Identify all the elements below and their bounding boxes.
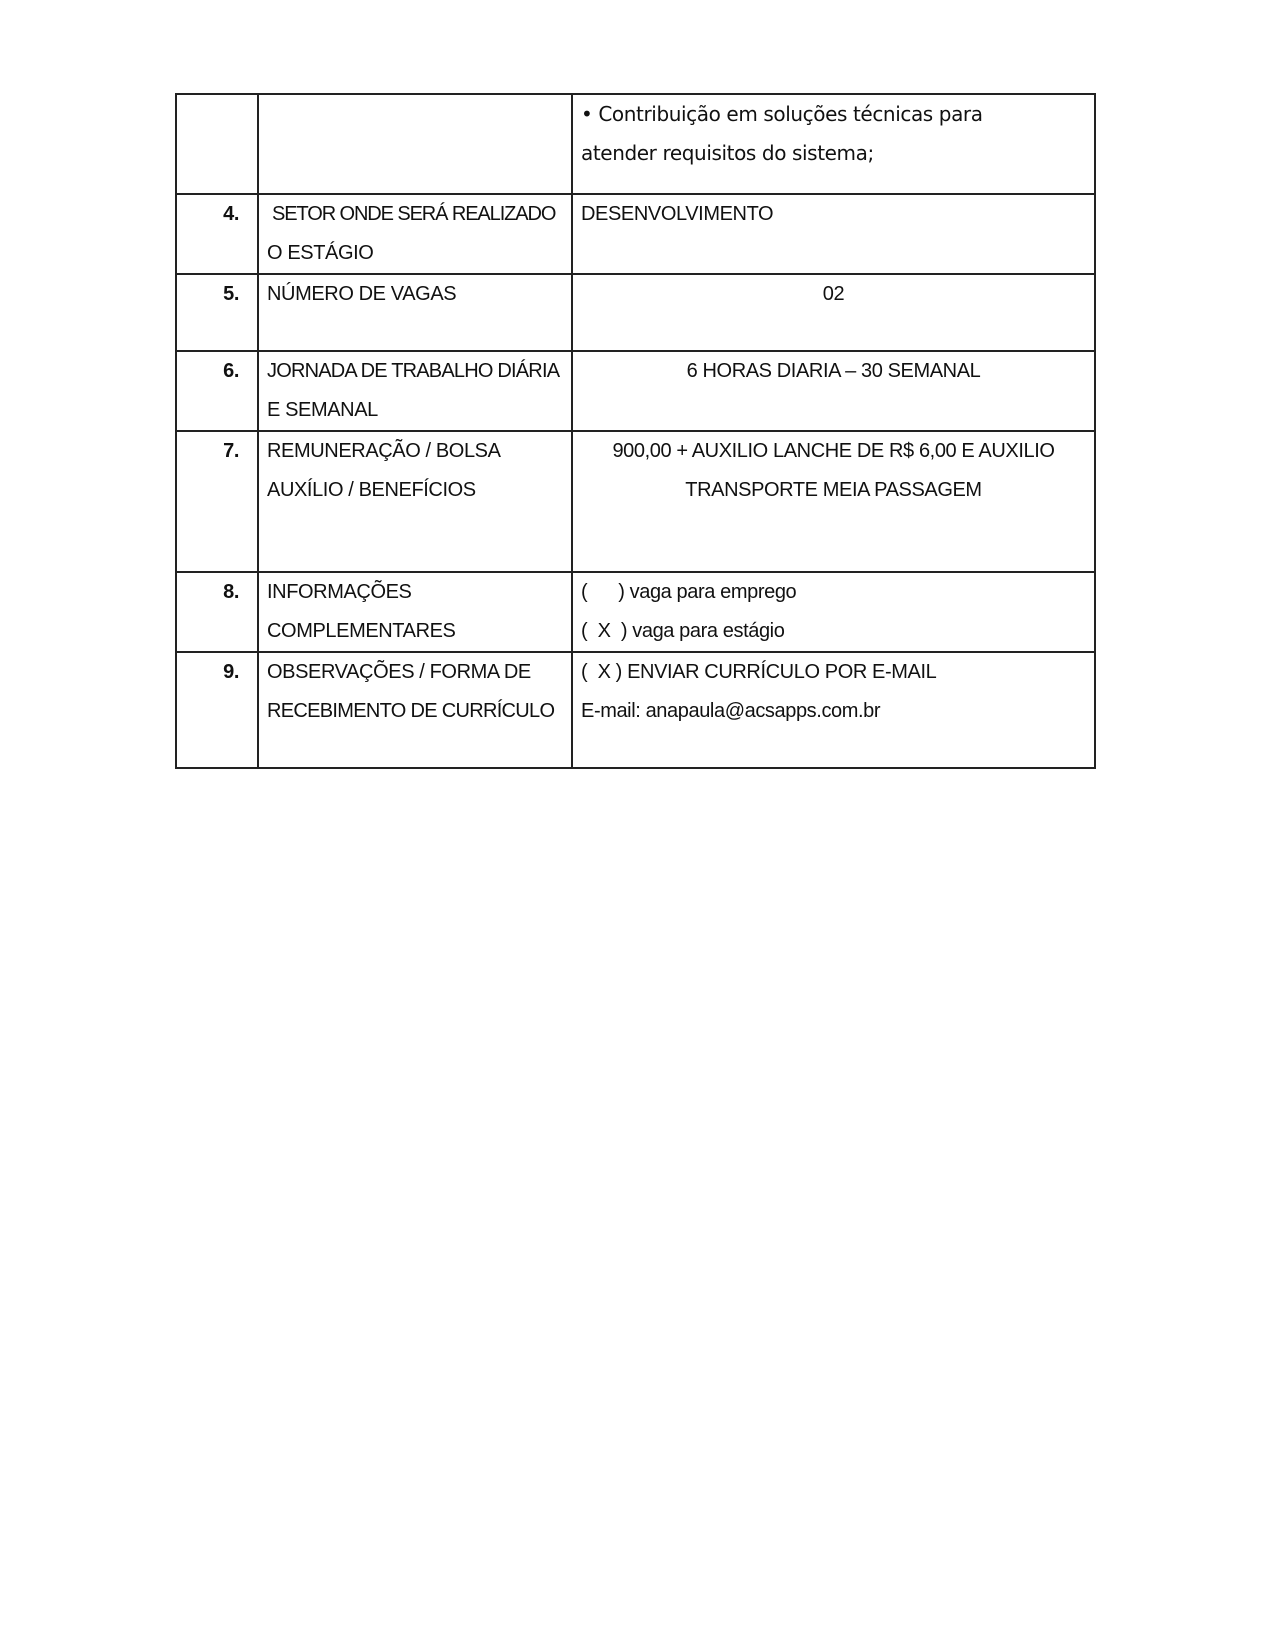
job-posting-table (175, 93, 1096, 769)
row-value-cell (572, 572, 1095, 652)
row-value-cell (572, 652, 1095, 768)
label-line: RECEBIMENTO DE CURRÍCULO (267, 700, 555, 722)
row-number-cell (176, 431, 258, 572)
row-label-cell (258, 274, 572, 351)
label-line: AUXÍLIO / BENEFÍCIOS (267, 479, 476, 501)
row-value-cell (572, 94, 1095, 194)
row-number-cell (176, 94, 258, 194)
row-number: 9. (223, 661, 239, 683)
table-row-remuneracao (176, 431, 1095, 572)
value-line: TRANSPORTE MEIA PASSAGEM (685, 479, 982, 501)
label-line: NÚMERO DE VAGAS (267, 283, 457, 305)
row-value-cell (572, 194, 1095, 274)
row-value-cell (572, 351, 1095, 431)
row-number-cell (176, 572, 258, 652)
row-label-cell (258, 572, 572, 652)
row-number-cell (176, 652, 258, 768)
row-number-cell (176, 194, 258, 274)
email-address: E-mail: anapaula@acsapps.com.br (581, 700, 881, 722)
row-label-cell (258, 652, 572, 768)
label-line: E SEMANAL (267, 399, 378, 421)
row-number-cell (176, 351, 258, 431)
table-row-setor (176, 194, 1095, 274)
row-value-cell (572, 431, 1095, 572)
row-label-cell (258, 431, 572, 572)
table-row-jornada (176, 351, 1095, 431)
value-line-bullet: • Contribuição em soluções técnicas para (581, 102, 983, 126)
row-number-cell (176, 274, 258, 351)
row-number: 8. (223, 581, 239, 603)
label-line: JORNADA DE TRABALHO DIÁRIA (267, 360, 560, 382)
value-line: 6 HORAS DIARIA – 30 SEMANAL (686, 360, 981, 382)
row-number: 4. (223, 203, 239, 225)
value-line: 02 (822, 283, 845, 305)
row-label-cell (258, 351, 572, 431)
row-label-cell (258, 94, 572, 194)
value-line: atender requisitos do sistema; (581, 141, 874, 165)
label-line: SETOR ONDE SERÁ REALIZADO (272, 203, 556, 225)
label-line: INFORMAÇÕES (267, 581, 412, 603)
row-label-cell (258, 194, 572, 274)
table-row-continuation (176, 94, 1095, 194)
table-row-observacoes (176, 652, 1095, 768)
row-number: 6. (223, 360, 239, 382)
row-number: 7. (223, 440, 239, 462)
table-row-vagas (176, 274, 1095, 351)
label-line: OBSERVAÇÕES / FORMA DE (267, 661, 531, 683)
label-line: COMPLEMENTARES (267, 620, 456, 642)
checkbox-option-emprego: ( ) vaga para emprego (581, 581, 797, 603)
table-row-informacoes (176, 572, 1095, 652)
value-line: DESENVOLVIMENTO (581, 203, 774, 225)
checkbox-option-email: ( X ) ENVIAR CURRÍCULO POR E-MAIL (581, 661, 937, 683)
row-value-cell (572, 274, 1095, 351)
label-line: REMUNERAÇÃO / BOLSA (267, 440, 501, 462)
row-number: 5. (223, 283, 239, 305)
label-line: O ESTÁGIO (267, 242, 374, 264)
value-line: 900,00 + AUXILIO LANCHE DE R$ 6,00 E AUXILIO (612, 440, 1055, 462)
checkbox-option-estagio: ( X ) vaga para estágio (581, 620, 785, 642)
